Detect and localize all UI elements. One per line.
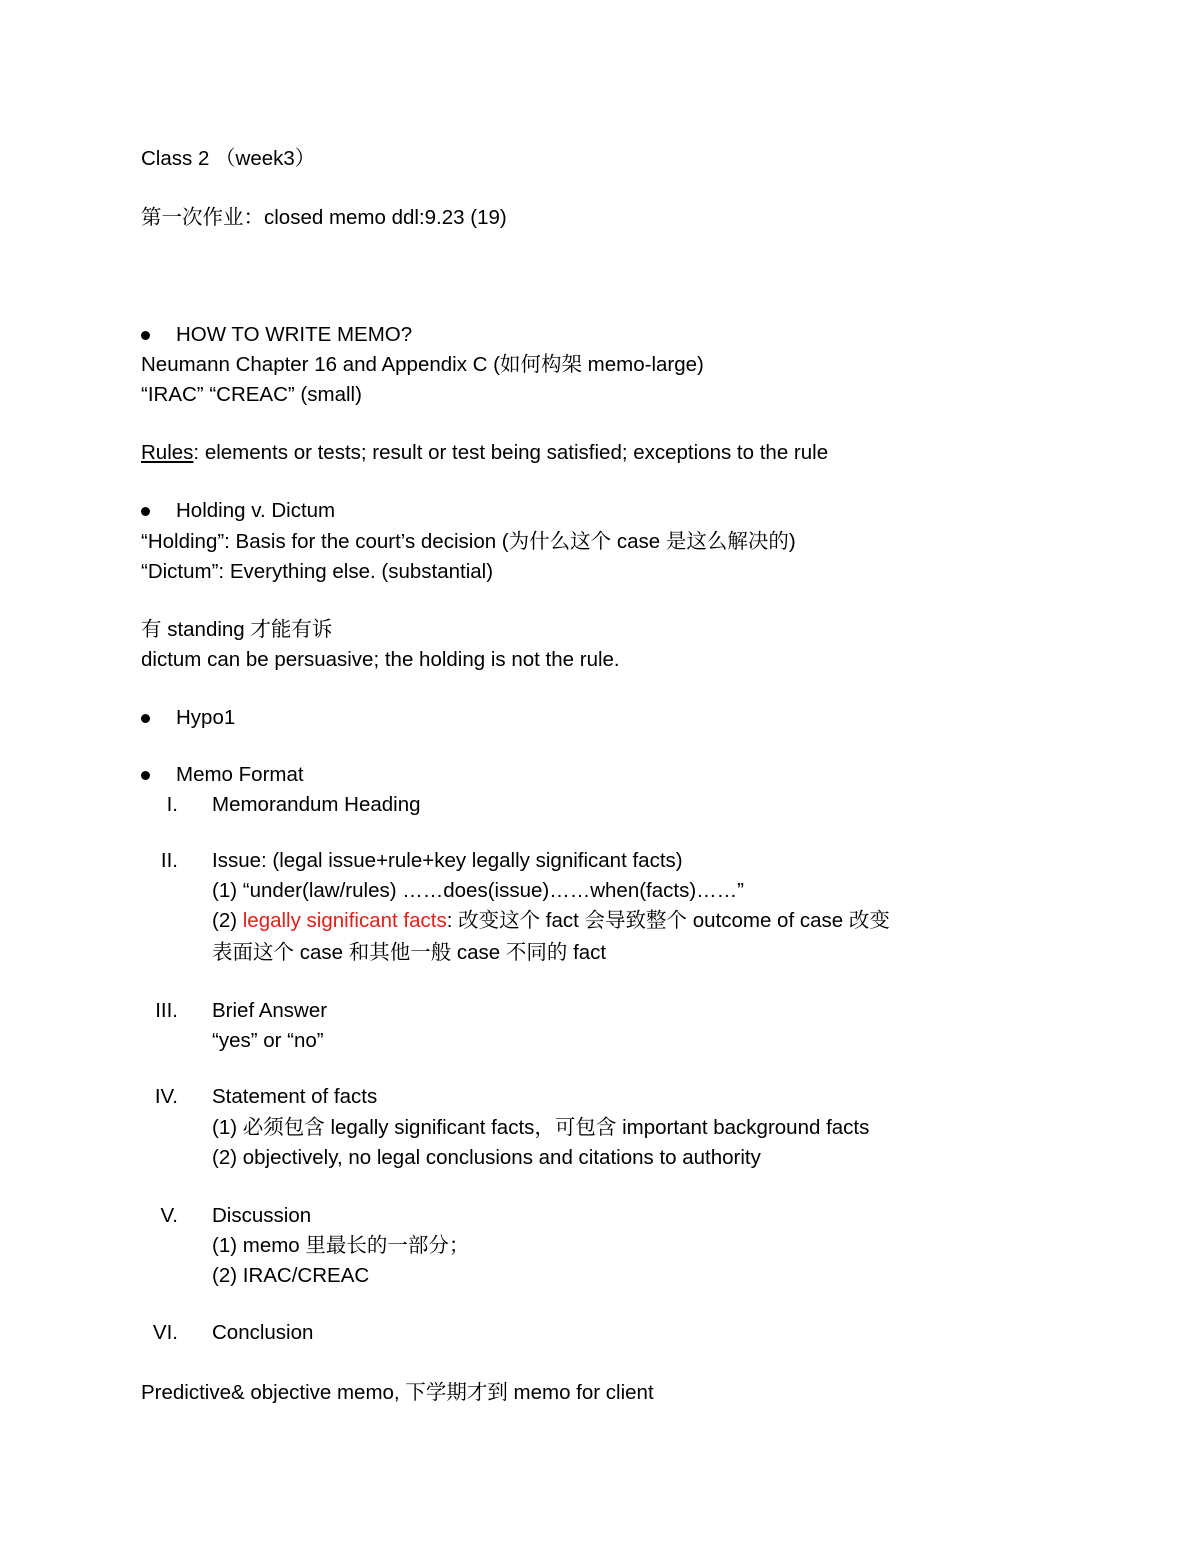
bullet-text: Memo Format	[176, 763, 304, 786]
discussion-item-1: (1) memo 里最长的一部分；	[212, 1234, 470, 1257]
section-title: Brief Answer	[212, 999, 328, 1022]
facts-item-1: (1) 必须包含 legally significant facts，可包含 important background facts	[212, 1116, 870, 1139]
section-number: VI.	[152, 1321, 178, 1344]
brief-answer-line: “yes” or “no”	[212, 1029, 324, 1052]
bullet-icon	[141, 771, 150, 780]
section-title: Statement of facts	[212, 1085, 378, 1108]
item-text: : 改变这个 fact 会导致整个 outcome of case 改变	[446, 909, 890, 932]
section-title: Issue: (legal issue+rule+key legally significant facts)	[212, 849, 683, 872]
bullet-text: Hypo1	[176, 706, 236, 729]
closing-note: Predictive& objective memo, 下学期才到 memo for client	[141, 1381, 654, 1404]
neumann-line: Neumann Chapter 16 and Appendix C (如何构架 memo-large)	[141, 353, 704, 376]
issue-format-line: (1) “under(law/rules) ……does(issue)……when(facts)……”	[212, 879, 744, 902]
standing-note: 有 standing 才能有诉	[141, 618, 333, 641]
bullet-icon	[141, 331, 150, 340]
section-title: Discussion	[212, 1204, 312, 1227]
rules-line	[141, 438, 828, 468]
irac-line: “IRAC” “CREAC” (small)	[141, 383, 362, 406]
section-number: I.	[166, 793, 178, 816]
discussion-item-2: (2) IRAC/CREAC	[212, 1264, 370, 1287]
bullet-icon	[141, 714, 150, 723]
facts-continuation: 表面这个 case 和其他一般 case 不同的 fact	[212, 941, 607, 964]
class-title: Class 2 （week3）	[141, 147, 316, 170]
section-title: Conclusion	[212, 1321, 314, 1344]
assignment-line: 第一次作业：closed memo ddl:9.23 (19)	[141, 206, 507, 229]
bullet-text: Holding v. Dictum	[176, 499, 336, 522]
dictum-definition: “Dictum”: Everything else. (substantial)	[141, 560, 494, 583]
section-number: II.	[160, 849, 178, 872]
section-number: V.	[160, 1204, 178, 1227]
dictum-note: dictum can be persuasive; the holding is not the rule.	[141, 648, 620, 671]
bullet-icon	[141, 507, 150, 516]
item-prefix: (2)	[212, 909, 243, 932]
highlight-term: legally significant facts	[242, 909, 447, 932]
section-title: Memorandum Heading	[212, 793, 421, 816]
bullet-text: HOW TO WRITE MEMO?	[176, 323, 413, 346]
holding-definition: “Holding”: Basis for the court’s decision (为什么这个 case 是这么解决的)	[141, 530, 796, 553]
rules-label: Rules	[141, 441, 194, 464]
rules-text: : elements or tests; result or test being satisfied; exceptions to the rule	[193, 441, 829, 464]
legally-significant-facts-line	[212, 906, 890, 936]
facts-item-2: (2) objectively, no legal conclusions and citations to authority	[212, 1146, 761, 1169]
section-number: III.	[155, 999, 178, 1022]
section-number: IV.	[154, 1085, 178, 1108]
